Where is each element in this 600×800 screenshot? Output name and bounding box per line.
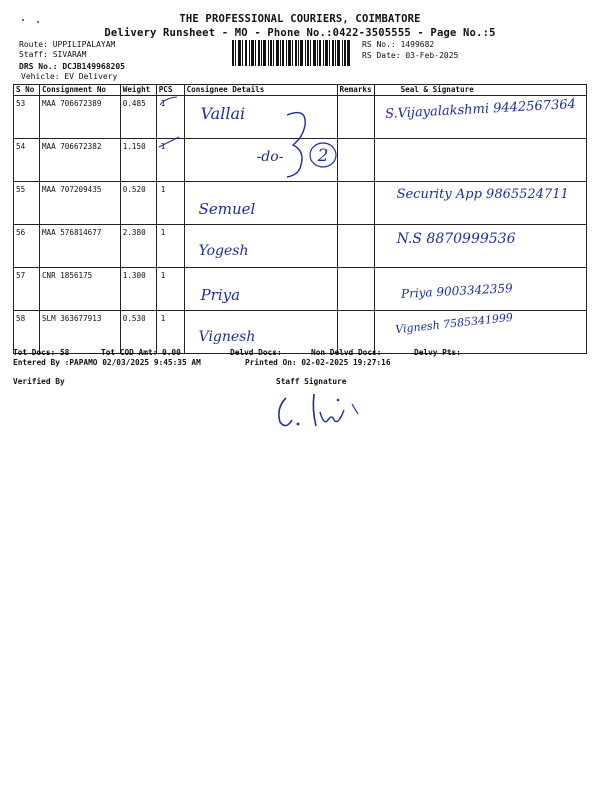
barcode-image [232,40,350,66]
vehicle-text: Vehicle: EV Delivery [21,72,118,81]
consignee-handwriting: Priya [200,286,241,304]
total-cod-amount: Tot COD Amt: 0.00 [101,348,181,357]
delivery-points: Delvy Pts: [414,348,461,357]
pcs-cell: 1 [156,225,184,268]
pcs-cell: 1 [156,268,184,311]
consignment-cell: MAA 706672389 [39,96,120,139]
weight-cell: 1.150 [120,139,156,182]
consignee-handwriting: -do- [256,149,284,165]
remarks-cell [337,268,374,311]
document-subtitle: Delivery Runsheet - MO - Phone No.:0422-3505555 - Page No.:5 [104,27,496,39]
runsheet-table [13,84,587,354]
consignee-cell [184,139,337,182]
table-row [14,182,587,225]
tick-mark [157,96,185,116]
drs-number: DRS No.: DCJB149968205 [19,62,125,71]
signature-cell [374,268,586,311]
sno-cell: 54 [14,139,40,182]
verified-by-label: Verified By [13,377,65,386]
signature-cell [374,96,586,139]
consignment-cell: CNR 1856175 [39,268,120,311]
weight-cell: 0.520 [120,182,156,225]
consignment-cell: MAA 706672382 [39,139,120,182]
consignee-handwriting: Yogesh [198,243,249,259]
table-row [14,268,587,311]
signature-handwriting: S.Vijayalakshmi 9442567364 [384,97,576,122]
route-text: Route: UPPILIPALAYAM [19,40,116,49]
consignee-cell [184,182,337,225]
delivered-docs: Delvd Docs: [230,348,282,357]
sno-cell: 58 [14,311,40,354]
total-docs: Tot Docs: 58 [13,348,70,357]
rs-date: RS Date: 03-Feb-2025 [362,51,459,60]
sno-cell: 53 [14,96,40,139]
printed-on: Printed On: 02-02-2025 19:27:16 [245,358,391,367]
brace-mark [281,109,341,181]
remarks-cell [337,182,374,225]
staff-signature-mark [272,386,364,434]
weight-cell: 0.530 [120,311,156,354]
pcs-cell [156,139,184,182]
non-delivered-docs: Non Delvd Docs: [311,348,382,357]
consignment-cell: MAA 707209435 [39,182,120,225]
staff-signature-label: Staff Signature [276,377,347,386]
table-row [14,311,587,354]
consignee-handwriting: Semuel [198,200,256,218]
table-row [14,225,587,268]
column-header: PCS [156,85,184,96]
consignee-cell [184,225,337,268]
column-header: Weight [120,85,156,96]
consignee-handwriting: Vignesh [198,329,256,345]
sno-cell: 55 [14,182,40,225]
table-header-row [14,85,587,96]
pcs-cell: 1 [156,182,184,225]
document-title: THE PROFESSIONAL COURIERS, COIMBATORE [179,13,421,25]
remarks-cell [337,96,374,139]
staff-text: Staff: SIVARAM [19,50,87,59]
pcs-value: 1 [160,142,166,151]
column-header: Seal & Signature [374,85,586,96]
signature-handwriting: Vignesh 7585341999 [394,310,514,337]
consignee-handwriting: Vallai [200,104,246,123]
signature-handwriting: N.S 8870999536 [396,231,516,247]
remarks-cell [337,225,374,268]
brace-number: 2 [317,146,328,166]
column-header: S No [14,85,40,96]
weight-cell: 2.380 [120,225,156,268]
signature-cell [374,311,586,354]
tick-mark [157,135,185,151]
signature-cell [374,139,586,182]
pcs-cell [156,96,184,139]
column-header: Consignment No [39,85,120,96]
signature-handwriting: Security App 9865524711 [396,187,569,202]
consignment-cell: SLM 363677913 [39,311,120,354]
pcs-cell: 1 [156,311,184,354]
signature-cell [374,225,586,268]
signature-cell [374,182,586,225]
signature-handwriting: Priya 9003342359 [400,281,513,301]
pcs-value: 1 [160,99,166,108]
entered-by: Entered By :PAPAMO 02/03/2025 9:45:35 AM [13,358,201,367]
column-header: Remarks [337,85,374,96]
remarks-cell [337,139,374,182]
table-row [14,139,587,182]
sno-cell: 57 [14,268,40,311]
consignment-cell: MAA 576814677 [39,225,120,268]
column-header: Consignee Details [184,85,337,96]
consignee-cell [184,268,337,311]
rs-number: RS No.: 1499682 [362,40,435,49]
weight-cell: 0.485 [120,96,156,139]
weight-cell: 1.300 [120,268,156,311]
sno-cell: 56 [14,225,40,268]
